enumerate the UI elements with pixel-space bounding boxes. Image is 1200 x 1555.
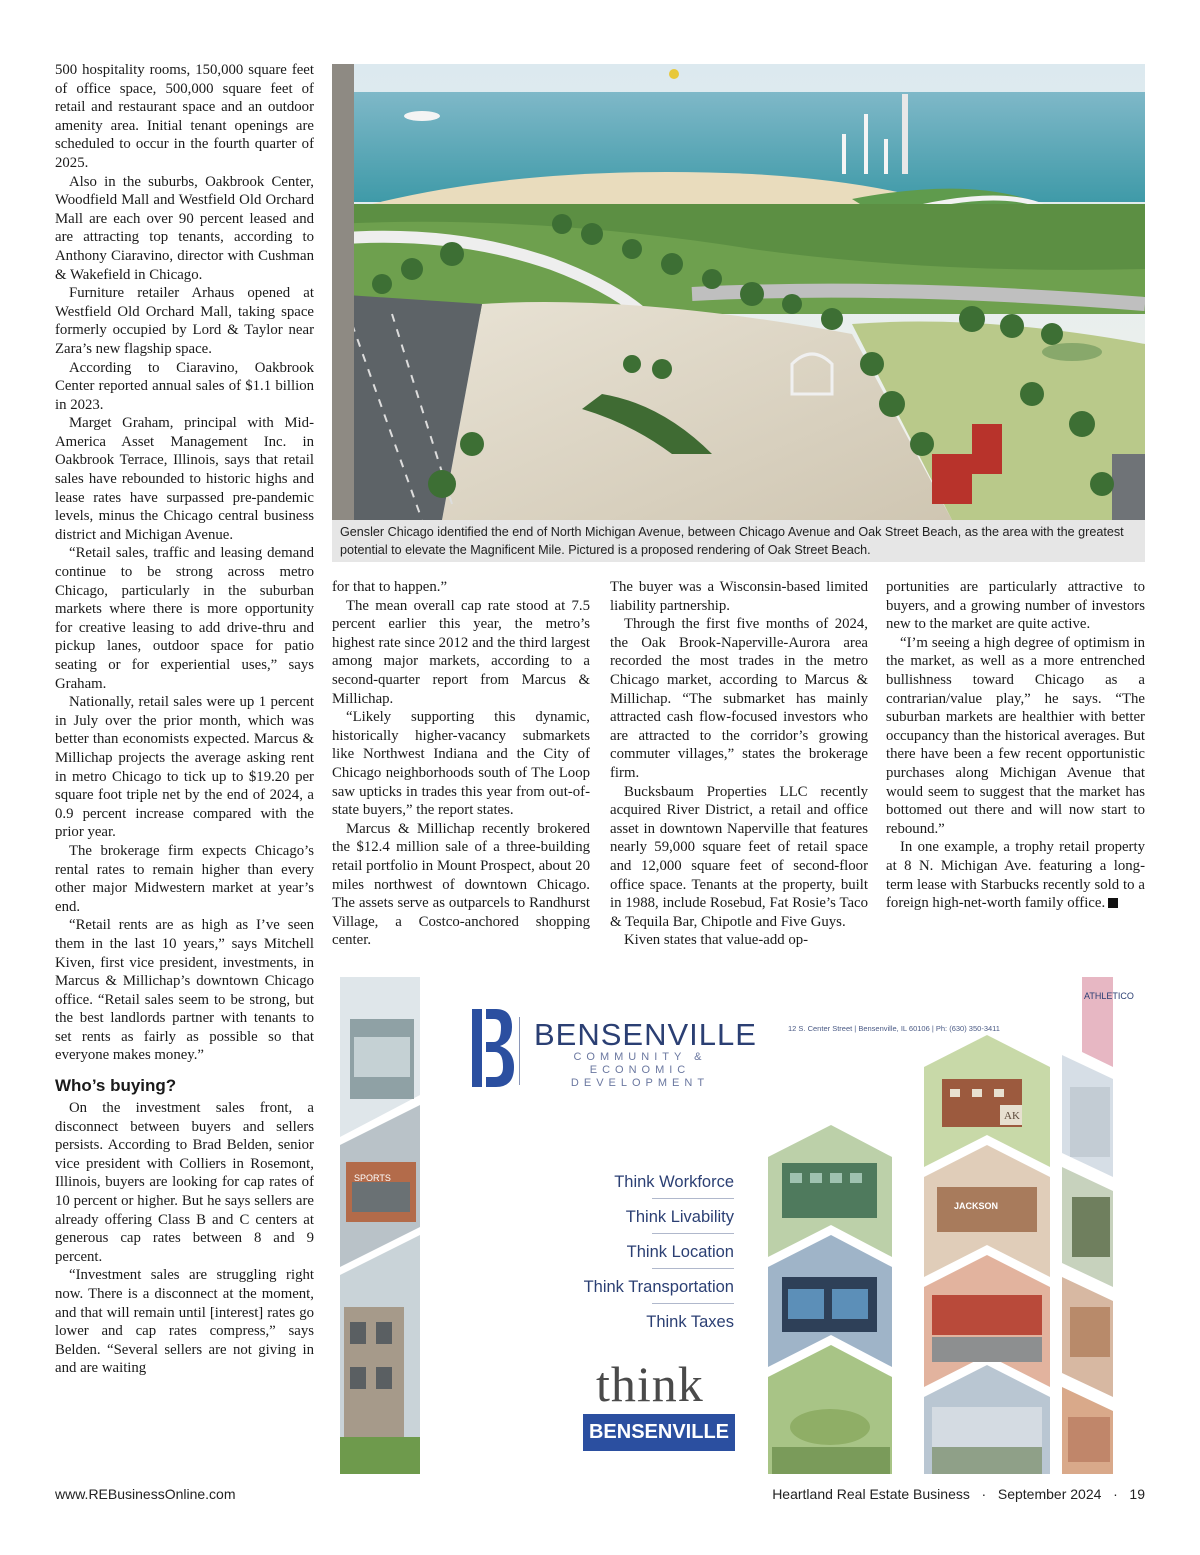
article-paragraph: Furniture retailer Arhaus opened at Westfield Old Orchard Mall, taking space formerly occupied by Lord & Taylor near Zara’s new flagship space. — [55, 285, 314, 357]
logo-divider — [519, 1017, 520, 1085]
article-paragraph: portunities are particularly attractive to buyers, and a growing number of investors new to the market are quite active. — [886, 579, 1145, 633]
think-item: Think Location — [626, 1243, 734, 1261]
subtitle-line-2: DEVELOPMENT — [570, 1077, 710, 1089]
article-paragraph: The buyer was a Wisconsin-based limited liability partnership. — [610, 579, 868, 614]
article-paragraph: Also in the suburbs, Oakbrook Center, Woodfield Mall and Westfield Old Orchard Mall are each over 90 percent leased and are attracting top tenants, according to Anthony Ciaravino, director with Cushman & Wakefield in Chicago. — [55, 173, 314, 283]
article-paragraph: “I’m seeing a high degree of optimism in the market, as well as a more entrenched bullishness toward Chicago as a contrarian/value play,” he says. “The suburban markets are healthier with better occupancy than the historical averages. But there have been a few recent opportunistic purchases along Michigan Avenue that would seem to suggest that the market has bottomed out there and will now start to rebound.” — [886, 634, 1145, 837]
article-paragraph: Through the first five months of 2024, the Oak Brook-Naperville-Aurora area recorded the most trades in the metro Chicago market, according to Marcus & Millichap. “The submarket has mainly attracted cash flow-focused investors who are attracted to the corridor’s growing commuter villages,” states the brokerage firm. — [610, 616, 868, 781]
contact-info: 12 S. Center Street | Bensenville, IL 60106 | Ph: (630) 350-3411 — [788, 1024, 1000, 1033]
subtitle-line-1: COMMUNITY & ECONOMIC — [573, 1051, 707, 1076]
section-heading: Who’s buying? — [55, 1076, 177, 1096]
page-number: 19 — [1129, 1486, 1145, 1502]
think-divider — [652, 1233, 734, 1234]
sports-sign: SPORTS — [354, 1173, 391, 1183]
article-column-3 — [610, 578, 868, 970]
jackson-sign: JACKSON — [954, 1201, 999, 1211]
article-paragraph: Nationally, retail sales were up 1 percent in July over the prior month, which was better than economists expected. Marcus & Millichap projects the average asking rent in metro Chicago to tick up to $19.20 per square foot triple net by the end of 2024, a 0.9 percent increase compared with the prior year. — [55, 694, 314, 841]
article-paragraph: Bucksbaum Properties LLC recently acquired River District, a retail and office asset in downtown Naperville that features nearly 59,000 square feet of retail space and 12,000 square feet of second-floor office space. Tenants at the property, built in 1988, include Rosebud, Fat Rosie’s Taco & Tequila Bar, Chipotle and Five Guys. — [610, 783, 868, 930]
footer-separator: · — [973, 1486, 994, 1502]
bensenville-b-logo — [472, 1009, 514, 1092]
article-paragraph: “Investment sales are struggling right now. There is a disconnect at the moment, and that will remain until [interest] rates go lower and cap rates compress,” says Belden. “Several sellers are not giving in and are waiting — [55, 1267, 314, 1377]
article-column-4 — [886, 578, 1145, 970]
article-paragraph: In one example, a trophy retail property at 8 N. Michigan Ave. featuring a long-term lease with Starbucks recently sold to a foreign high-net-worth family office. — [886, 839, 1145, 912]
footer-separator: · — [1105, 1486, 1126, 1502]
think-divider — [652, 1303, 734, 1304]
photo-caption: Gensler Chicago identified the end of North Michigan Avenue, between Chicago Avenue and Oak Street Beach, as the area with the greatest potential to elevate the Magnificent Mile. Pictured is a proposed rendering of Oak Street Beach. — [332, 520, 1145, 562]
ak-sign: AK — [1004, 1110, 1020, 1122]
think-wordmark: think — [596, 1356, 704, 1412]
footer-issue: September 2024 — [997, 1486, 1102, 1502]
article-paragraph: “Likely supporting this dynamic, historically higher-vacancy submarkets like Northwest Indiana and the City of Chicago neighborhoods south of The Loop saw upticks in trades this year from out-of-state buyers,” the report states. — [332, 709, 590, 819]
article-paragraph: The mean overall cap rate stood at 7.5 percent earlier this year, the metro’s highest rate since 2012 and the third largest among major markets, according to a second-quarter report from Marcus & Millichap. — [332, 597, 590, 707]
bensenville-title: BENSENVILLE — [534, 1017, 757, 1052]
article-paragraph: “Retail sales, traffic and leasing demand continue to be strong across metro Chicago, particularly in the suburban markets where there is more opportunity for creative leasing to add drive-thru and pickup lanes, outdoor space for patio seating or for experiential uses,” says Graham. — [55, 545, 314, 692]
article-paragraph: According to Ciaravino, Oakbrook Center reported annual sales of $1.1 billion in 2023. — [55, 359, 314, 413]
think-item: Think Workforce — [614, 1173, 734, 1191]
article-column-2 — [332, 578, 590, 970]
end-of-story-mark — [1108, 898, 1118, 908]
think-item: Think Transportation — [583, 1278, 734, 1296]
article-paragraph: Marget Graham, principal with Mid-America Asset Management Inc. in Oakbrook Terrace, Illinois, says that retail sales have rebounded to historic highs and lease rates have surpassed pre-pandemic levels, minus the Chicago central business district and Michigan Avenue. — [55, 415, 314, 543]
athletico-sign: ATHLETICO — [1084, 991, 1134, 1001]
think-item: Think Livability — [625, 1208, 734, 1226]
footer-publication: Heartland Real Estate Business — [772, 1486, 970, 1502]
bensenville-subtitle — [530, 1051, 750, 1090]
footer-website: www.REBusinessOnline.com — [55, 1486, 236, 1502]
article-paragraph: Marcus & Millichap recently brokered the $12.4 million sale of a three-building retail portfolio in Mount Prospect, about 20 miles northwest of downtown Chicago. The assets serve as outparcels to Randhurst Village, a Costco-anchored shopping center. — [332, 820, 590, 949]
footer-folio — [772, 1486, 1145, 1502]
article-paragraph: The brokerage firm expects Chicago’s rental rates to remain higher than every other major Midwestern market at year’s end. — [55, 842, 314, 915]
think-divider — [652, 1268, 734, 1269]
article-paragraph: 500 hospitality rooms, 150,000 square feet of office space, 500,000 square feet of retail and restaurant space and an outdoor amenity area. Initial tenant openings are scheduled to occur in the fourth quarter of 2025. — [55, 62, 314, 171]
think-bensenville-badge: BENSENVILLE — [583, 1414, 735, 1451]
oak-street-beach-rendering — [332, 64, 1145, 520]
article-paragraph: On the investment sales front, a disconnect between buyers and sellers persists. According to Brad Belden, senior vice president with Colliers in Rosemont, Illinois, buyers are looking for cap rates of 10 percent or higher. But he says sellers are already offering Class B and C centers at generous cap rates between 8 and 9 percent. — [55, 1100, 314, 1265]
article-paragraph: Kiven states that value-add op- — [624, 932, 809, 949]
article-paragraph: “Retail rents are as high as I’ve seen them in the last 10 years,” says Mitchell Kiven, first vice president, investments, in Marcus & Millichap’s downtown Chicago office. “Retail sales seem to be strong, but the best landlords partner with tenants to set rents as fairly as possible so that everyone makes money.” — [55, 917, 314, 1064]
article-column-1 — [55, 61, 314, 1474]
think-divider — [652, 1198, 734, 1199]
bensenville-advertisement — [332, 977, 1145, 1474]
article-paragraph: for that to happen.” — [332, 579, 448, 595]
think-item: Think Taxes — [646, 1313, 734, 1331]
